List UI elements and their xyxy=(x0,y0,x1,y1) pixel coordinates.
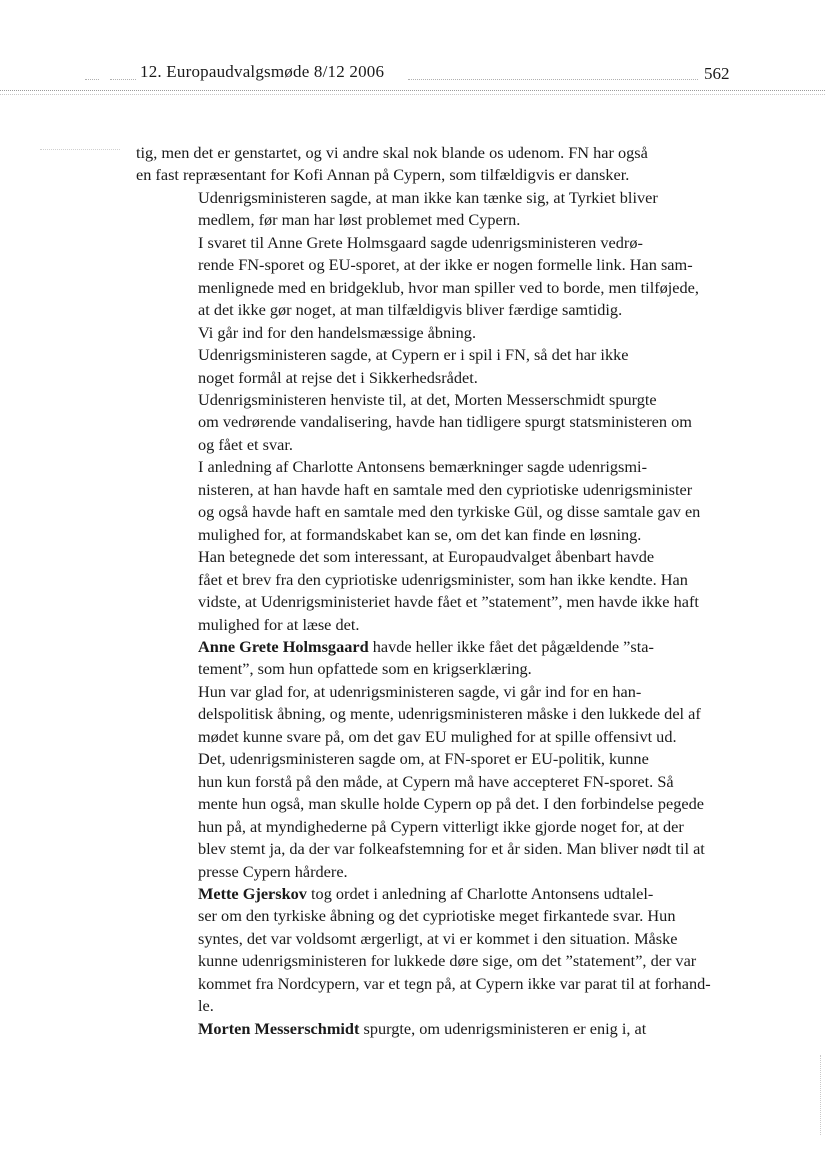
text-line xyxy=(136,411,736,433)
text-line xyxy=(136,299,736,321)
text-line xyxy=(136,164,736,186)
line-text: mulighed for at læse det. xyxy=(198,614,360,634)
text-line xyxy=(136,928,736,950)
line-text: Vi går ind for den handelsmæssige åbning. xyxy=(198,322,477,342)
text-line xyxy=(136,367,736,389)
text-line xyxy=(136,322,736,344)
scan-artifact xyxy=(40,149,120,150)
line-text: en fast repræsentant for Kofi Annan på Cypern, som tilfældigvis er dansker. xyxy=(136,165,630,185)
text-line xyxy=(136,883,736,905)
line-text: kunne udenrigsministeren for lukkede døre sige, om det ”statement”, der var xyxy=(198,951,697,971)
text-line xyxy=(136,726,736,748)
document-body xyxy=(136,142,736,1040)
text-line xyxy=(136,277,736,299)
text-line xyxy=(136,209,736,231)
line-text: ser om den tyrkiske åbning og det cypriotiske meget firkantede svar. Hun xyxy=(198,906,676,926)
text-line xyxy=(136,681,736,703)
paragraph xyxy=(136,883,736,1018)
text-line xyxy=(136,995,736,1017)
line-text: nisteren, at han havde haft en samtale med den cypriotiske udenrigsminister xyxy=(198,479,693,499)
line-text: syntes, det var voldsomt ærgerligt, at vi er kommet i den situation. Måske xyxy=(198,928,678,948)
line-text: delspolitisk åbning, og mente, udenrigsministeren måske i den lukkede del af xyxy=(198,704,701,724)
paragraph xyxy=(136,546,736,636)
line-text: I svaret til Anne Grete Holmsgaard sagde udenrigsministeren vedrø- xyxy=(198,232,643,252)
text-line xyxy=(136,434,736,456)
paragraph xyxy=(136,1018,736,1040)
text-line xyxy=(136,703,736,725)
text-line xyxy=(136,838,736,860)
header-title: 12. Europaudvalgsmøde 8/12 2006 xyxy=(140,62,385,81)
text-line xyxy=(136,793,736,815)
line-text: hun kun forstå på den måde, at Cypern må have accepteret FN-sporet. Så xyxy=(198,771,674,791)
text-line xyxy=(136,389,736,411)
text-line xyxy=(136,636,736,658)
speaker-name: Morten Messerschmidt xyxy=(198,1018,360,1038)
line-text: Udenrigsministeren sagde, at man ikke kan tænke sig, at Tyrkiet bliver xyxy=(198,187,658,207)
line-text: medlem, før man har løst problemet med Cypern. xyxy=(198,210,521,230)
line-text: og fået et svar. xyxy=(198,434,293,454)
text-line xyxy=(136,1018,736,1040)
text-line xyxy=(136,569,736,591)
line-text: kommet fra Nordcypern, var et tegn på, at Cypern ikke var parat til at forhand- xyxy=(198,973,711,993)
text-line xyxy=(136,748,736,770)
line-text: le. xyxy=(198,996,214,1016)
line-text: noget formål at rejse det i Sikkerhedsrådet. xyxy=(198,367,478,387)
line-text: presse Cypern hårdere. xyxy=(198,861,348,881)
text-line xyxy=(136,591,736,613)
line-text: Det, udenrigsministeren sagde om, at FN-sporet er EU-politik, kunne xyxy=(198,749,649,769)
text-line xyxy=(136,479,736,501)
line-text: at det ikke gør noget, at man tilfældigvis bliver færdige samtidig. xyxy=(198,300,623,320)
paragraph xyxy=(136,187,736,232)
text-line xyxy=(136,973,736,995)
text-line xyxy=(136,905,736,927)
line-text: om vedrørende vandalisering, havde han tidligere spurgt statsministeren om xyxy=(198,412,692,432)
line-text: og også havde haft en samtale med den tyrkiske Gül, og disse samtale gav en xyxy=(198,502,701,522)
line-text: mødet kunne svare på, om det gav EU mulighed for at spille offensivt ud. xyxy=(198,726,677,746)
text-line xyxy=(136,456,736,478)
header-dotted-mark xyxy=(85,79,99,80)
paragraph xyxy=(136,456,736,546)
line-text: Han betegnede det som interessant, at Europaudvalget åbenbart havde xyxy=(198,547,655,567)
line-text: Udenrigsministeren sagde, at Cypern er i spil i FN, så det har ikke xyxy=(198,345,629,365)
text-line xyxy=(136,614,736,636)
line-text: I anledning af Charlotte Antonsens bemærkninger sagde udenrigsmi- xyxy=(198,457,647,477)
paragraph xyxy=(136,344,736,389)
speaker-name: Anne Grete Holmsgaard xyxy=(198,636,369,656)
paragraph xyxy=(136,232,736,322)
scan-artifact xyxy=(820,1055,821,1135)
text-line xyxy=(136,861,736,883)
paragraph xyxy=(136,142,736,187)
line-text: tement”, som hun opfattede som en krigserklæring. xyxy=(198,659,532,679)
line-text: Hun var glad for, at udenrigsministeren sagde, vi går ind for en han- xyxy=(198,681,642,701)
line-text: mulighed for, at formandskabet kan se, om det kan finde en løsning. xyxy=(198,524,642,544)
speaker-name: Mette Gjerskov xyxy=(198,883,307,903)
text-line xyxy=(136,546,736,568)
line-text: tig, men det er genstartet, og vi andre skal nok blande os udenom. FN har også xyxy=(136,143,648,162)
text-line xyxy=(136,232,736,254)
text-line xyxy=(136,771,736,793)
line-text: mente hun også, man skulle holde Cypern op på det. I den forbindelse pegede xyxy=(198,794,704,814)
text-line xyxy=(136,344,736,366)
line-text: Udenrigsministeren henviste til, at det, Morten Messerschmidt spurgte xyxy=(198,389,657,409)
line-text: fået et brev fra den cypriotiske udenrigsminister, som han ikke kendte. Han xyxy=(198,569,688,589)
line-text: rende FN-sporet og EU-sporet, at der ikke er nogen formelle link. Han sam- xyxy=(198,255,693,275)
text-line xyxy=(136,816,736,838)
text-line xyxy=(136,187,736,209)
line-text: blev stemt ja, da der var folkeafstemning for et år siden. Man bliver nødt til at xyxy=(198,839,705,859)
text-line xyxy=(136,658,736,680)
page-number: 562 xyxy=(704,64,730,83)
text-line xyxy=(136,501,736,523)
page-header xyxy=(0,0,825,100)
line-text: havde heller ikke fået det pågældende ”sta- xyxy=(368,636,654,656)
line-text: vidste, at Udenrigsministeriet havde fået et ”statement”, men havde ikke haft xyxy=(198,592,699,612)
text-line xyxy=(136,254,736,276)
line-text: spurgte, om udenrigsministeren er enig i, at xyxy=(359,1018,647,1038)
line-text: hun på, at myndighederne på Cypern vitterligt ikke gjorde noget for, at der xyxy=(198,816,684,836)
paragraph xyxy=(136,636,736,681)
header-dotted-underline xyxy=(408,79,698,80)
header-dotted-mark xyxy=(110,79,136,80)
line-text: tog ordet i anledning af Charlotte Antonsens udtalel- xyxy=(306,883,654,903)
line-text: menlignede med en bridgeklub, hvor man spiller ved to borde, men tilføjede, xyxy=(198,277,699,297)
header-rule-secondary xyxy=(0,94,825,95)
text-line xyxy=(136,142,736,164)
text-line xyxy=(136,524,736,546)
text-line xyxy=(136,950,736,972)
paragraph xyxy=(136,322,736,344)
paragraph xyxy=(136,389,736,456)
paragraph xyxy=(136,681,736,748)
header-rule xyxy=(0,90,825,91)
paragraph xyxy=(136,748,736,883)
